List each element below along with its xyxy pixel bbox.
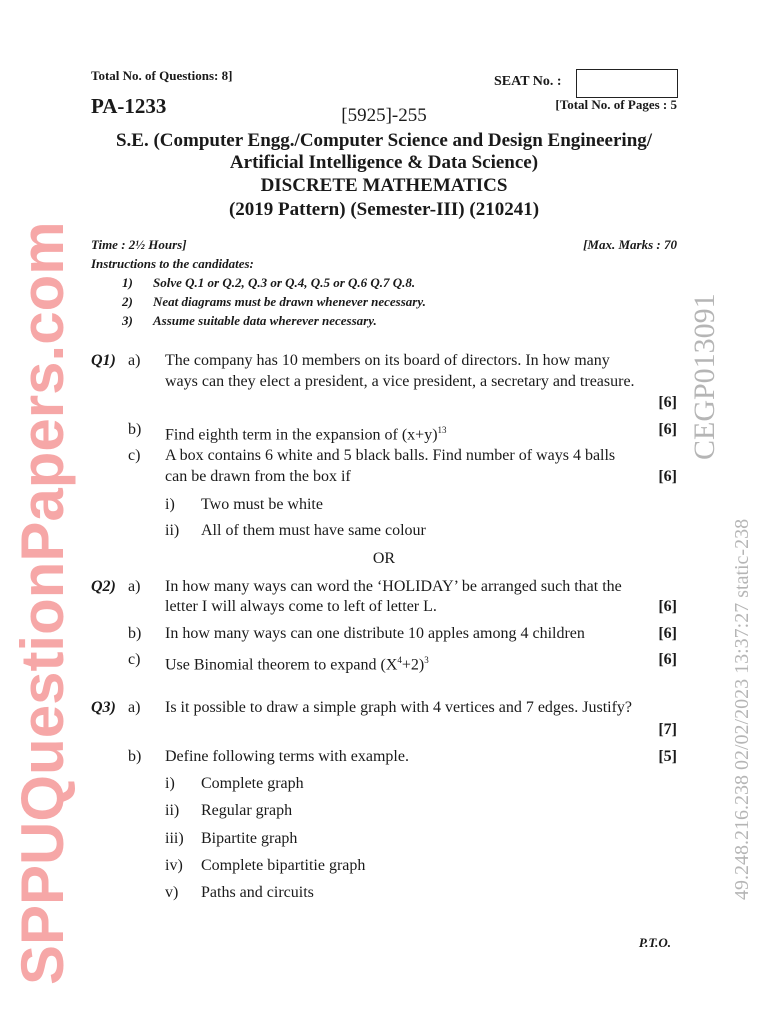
question-text: letter I will always come to left of letter L. [165, 598, 437, 615]
pto-label: P.T.O. [638, 935, 671, 950]
paper-code: PA-1233 [91, 94, 167, 118]
seat-number-box [576, 69, 678, 98]
part-letter: a) [128, 699, 141, 716]
question-label: Q1) [91, 352, 116, 369]
part-letter: b) [128, 748, 142, 765]
question-label: Q3) [91, 699, 116, 716]
sub-num: iii) [165, 830, 184, 847]
sub-num: iv) [165, 857, 183, 874]
sub-num: i) [165, 775, 175, 792]
marks: [7] [658, 721, 677, 738]
or-separator: OR [372, 550, 396, 567]
marks: [6] [658, 394, 677, 411]
site-watermark: SPPUQuestionPapers.com [9, 221, 76, 985]
max-marks: [Max. Marks : 70 [583, 237, 677, 252]
paper-number: [5925]-255 [341, 105, 427, 126]
course-line-1: S.E. (Computer Engg./Computer Science and Design Engineering/ [115, 130, 653, 151]
marks: [6] [658, 651, 677, 668]
pattern-line: (2019 Pattern) (Semester-III) (210241) [228, 199, 540, 220]
question-text: A box contains 6 white and 5 black balls. Find number of ways 4 balls [165, 447, 616, 464]
sub-text: Complete bipartitie graph [201, 857, 366, 874]
total-pages: [Total No. of Pages : 5 [555, 97, 677, 112]
question-text: In how many ways can one distribute 10 apples among 4 children [165, 625, 585, 642]
question-label: Q2) [91, 578, 116, 595]
sub-text: Regular graph [201, 802, 293, 819]
sub-text: Two must be white [201, 496, 323, 513]
instruction-num: 1) [122, 275, 133, 290]
marks: [6] [658, 625, 677, 642]
sub-num: i) [165, 496, 175, 513]
exponent: 13 [437, 425, 447, 435]
exponent: 4 [397, 655, 402, 665]
instruction-text: Assume suitable data wherever necessary. [153, 313, 377, 328]
part-letter: b) [128, 625, 142, 642]
sub-num: ii) [165, 522, 180, 539]
question-text: Is it possible to draw a simple graph with 4 vertices and 7 edges. Justify? [165, 699, 633, 716]
question-text: can be drawn from the box if [165, 468, 351, 485]
question-text-main: Find eighth term in the expansion of (x+y) [165, 426, 438, 444]
instruction-num: 2) [122, 294, 133, 309]
time-label: Time : 2½ Hours] [91, 237, 187, 252]
question-text-main: Use Binomial theorem to expand (X [165, 656, 398, 674]
total-questions: Total No. of Questions: 8] [91, 68, 233, 83]
question-text: The company has 10 members on its board of directors. In how many [165, 352, 610, 369]
question-text [165, 650, 429, 675]
part-letter: b) [128, 421, 142, 438]
marks: [6] [658, 598, 677, 615]
instruction-text: Neat diagrams must be drawn whenever necessary. [153, 294, 426, 309]
part-letter: c) [128, 651, 141, 668]
course-line-2: Artificial Intelligence & Data Science) [229, 152, 539, 173]
instructions-title: Instructions to the candidates: [91, 256, 254, 271]
seat-label: SEAT No. : [494, 74, 562, 89]
instruction-num: 3) [122, 313, 133, 328]
marks: [6] [658, 421, 677, 438]
question-text: Define following terms with example. [165, 748, 409, 765]
sub-text: Bipartite graph [201, 830, 298, 847]
stamp-watermark-details: 49.248.216.238 02/02/2023 13:37:27 static-238 [731, 518, 753, 900]
part-letter: a) [128, 352, 141, 369]
marks: [5] [658, 748, 677, 765]
sub-text: All of them must have same colour [201, 522, 426, 539]
sub-num: ii) [165, 802, 180, 819]
part-letter: c) [128, 447, 141, 464]
question-text [165, 420, 447, 445]
sub-text: Complete graph [201, 775, 304, 792]
sub-text: Paths and circuits [201, 884, 314, 901]
exponent: 3 [424, 655, 429, 665]
stamp-watermark: CEGP013091 [688, 293, 721, 460]
part-letter: a) [128, 578, 141, 595]
instruction-text: Solve Q.1 or Q.2, Q.3 or Q.4, Q.5 or Q.6 Q.7 Q.8. [153, 275, 416, 290]
question-text: In how many ways can word the ‘HOLIDAY’ be arranged such that the [165, 578, 622, 595]
marks: [6] [658, 468, 677, 485]
subject-title: DISCRETE MATHEMATICS [260, 175, 508, 196]
question-text-mid: +2) [401, 656, 425, 674]
sub-num: v) [165, 884, 179, 901]
question-text: ways can they elect a president, a vice president, a secretary and treasure. [165, 373, 635, 390]
